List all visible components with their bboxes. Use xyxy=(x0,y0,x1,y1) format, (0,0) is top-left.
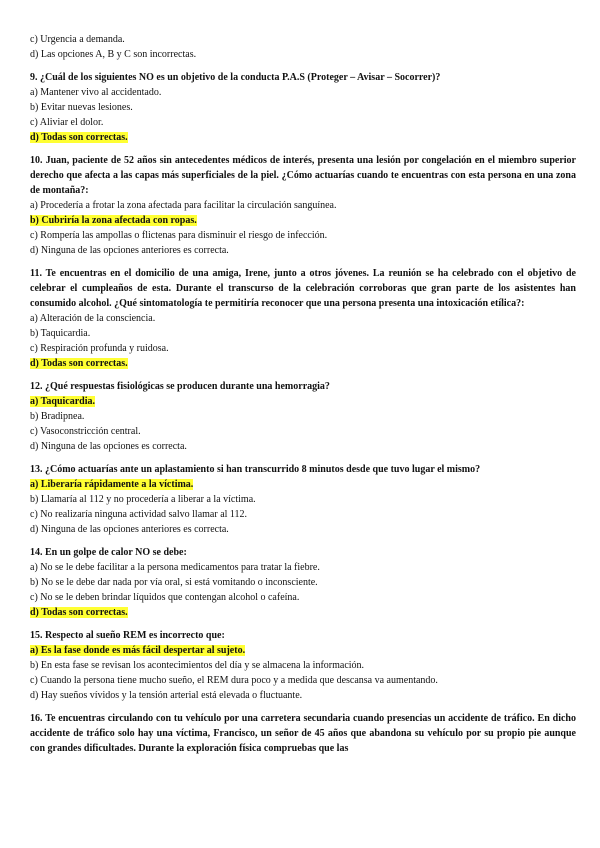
q10-option-c: c) Rompería las ampollas o flictenas para disminuir el riesgo de infección. xyxy=(30,230,328,241)
q9-option-c: c) Aliviar el dolor. xyxy=(30,117,104,128)
q14-option-c: c) No se le deben brindar líquidos que contengan alcohol o cafeína. xyxy=(30,592,300,603)
q15-option-d: d) Hay sueños vívidos y la tensión arterial está elevada o fluctuante. xyxy=(30,690,303,701)
question-12: 12. ¿Qué respuestas fisiológicas se producen durante una hemorragia? xyxy=(30,381,330,392)
q14-option-b: b) No se le debe dar nada por vía oral, si está vomitando o inconsciente. xyxy=(30,577,318,588)
intro-option-c: c) Urgencia a demanda. xyxy=(30,34,125,45)
q9-option-a: a) Mantener vivo al accidentado. xyxy=(30,87,162,98)
q13-option-a-correct: a) Liberaría rápidamente a la víctima. xyxy=(30,479,194,490)
q13-option-d: d) Ninguna de las opciones anteriores es correcta. xyxy=(30,524,229,535)
q9-option-b: b) Evitar nuevas lesiones. xyxy=(30,102,133,113)
q15-option-b: b) En esta fase se revisan los acontecimientos del día y se almacena la información. xyxy=(30,660,365,671)
q11-option-d-correct: d) Todas son correctas. xyxy=(30,358,128,369)
q9-option-d-correct: d) Todas son correctas. xyxy=(30,132,128,143)
q15-option-a-correct: a) Es la fase donde es más fácil despertar al sujeto. xyxy=(30,645,246,656)
intro-option-d: d) Las opciones A, B y C son incorrectas. xyxy=(30,49,197,60)
q13-option-c: c) No realizaría ninguna actividad salvo llamar al 112. xyxy=(30,509,248,520)
q11-option-a: a) Alteración de la consciencia. xyxy=(30,313,156,324)
q13-option-b: b) Llamaría al 112 y no procedería a liberar a la víctima. xyxy=(30,494,256,505)
q10-option-d: d) Ninguna de las opciones anteriores es correcta. xyxy=(30,245,229,256)
question-15: 15. Respecto al sueño REM es incorrecto que: xyxy=(30,630,225,641)
question-13: 13. ¿Cómo actuarías ante un aplastamiento si han transcurrido 8 minutos desde que tuvo lugar el mismo? xyxy=(30,464,481,475)
q14-option-a: a) No se le debe facilitar a la persona medicamentos para tratar la fiebre. xyxy=(30,562,320,573)
question-9: 9. ¿Cuál de los siguientes NO es un objetivo de la conducta P.A.S (Proteger – Avisar – Socorrer)? xyxy=(30,72,441,83)
q10-option-b-correct: b) Cubriría la zona afectada con ropas. xyxy=(30,215,197,226)
question-11: 11. Te encuentras en el domicilio de una amiga, Irene, junto a otros jóvenes. La reunión se ha celebrado con el objetivo de celebrar el cumpleaños de esta. Durante el transcurso de la celebración corroboras que gran parte de los asistentes han consumido alcohol. ¿Qué sintomatología te permitiría reconocer que una persona presenta una intoxicación etílica?: xyxy=(30,268,576,309)
q11-option-b: b) Taquicardia. xyxy=(30,328,91,339)
q12-option-c: c) Vasoconstricción central. xyxy=(30,426,141,437)
question-10: 10. Juan, paciente de 52 años sin antecedentes médicos de interés, presenta una lesión por congelación en el miembro superior derecho que afecta a las capas más superficiales de la piel. ¿Cómo actuarías cuando te encuentras con esta persona en una zona de montaña?: xyxy=(30,155,576,196)
q12-option-b: b) Bradipnea. xyxy=(30,411,85,422)
q11-option-c: c) Respiración profunda y ruidosa. xyxy=(30,343,169,354)
q12-option-d: d) Ninguna de las opciones es correcta. xyxy=(30,441,187,452)
question-14: 14. En un golpe de calor NO se debe: xyxy=(30,547,187,558)
q10-option-a: a) Procedería a frotar la zona afectada para facilitar la circulación sanguínea. xyxy=(30,200,337,211)
q14-option-d-correct: d) Todas son correctas. xyxy=(30,607,128,618)
q12-option-a-correct: a) Taquicardia. xyxy=(30,396,96,407)
question-16: 16. Te encuentras circulando con tu vehículo por una carretera secundaria cuando presencias un accidente de tráfico. En dicho accidente de tráfico solo hay una víctima, Francisco, un señor de 45 años que abandona su vehículo por su propio pie aunque con grandes dificultades. Durante la exploración física compruebas que las xyxy=(30,713,576,754)
q15-option-c: c) Cuando la persona tiene mucho sueño, el REM dura poco y a medida que descansa va aumentando. xyxy=(30,675,438,686)
document-content xyxy=(30,32,576,756)
